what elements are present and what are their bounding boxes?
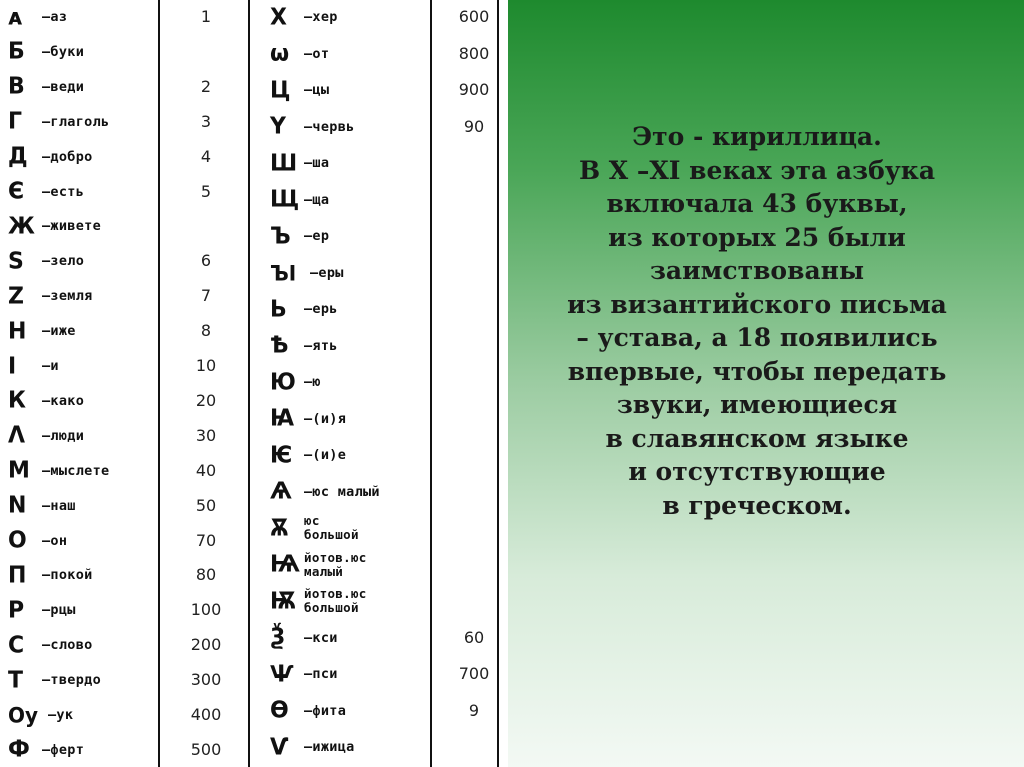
- letter-name: —веди: [42, 78, 85, 95]
- letter-number-value: [444, 148, 504, 178]
- letter-row: [270, 367, 321, 397]
- letter-row: [8, 142, 93, 172]
- letter-number-value: 20: [195, 390, 217, 410]
- letter-glyph: Т: [8, 666, 24, 694]
- letter-row: [8, 595, 76, 625]
- letter-name: —ю: [304, 374, 321, 390]
- letter-name: —кси: [304, 629, 338, 646]
- letter-number-value: [444, 294, 504, 324]
- letter-name: —наш: [42, 497, 76, 514]
- letter-number-value: 8: [200, 321, 212, 341]
- letter-name: —твердо: [42, 672, 101, 689]
- letter-number-value: 200: [190, 635, 222, 655]
- letter-row: [8, 560, 93, 590]
- letter-name: —ять: [304, 337, 338, 354]
- letter-name: —аз: [42, 9, 68, 25]
- letter-glyph: Ү: [270, 113, 286, 140]
- letter-glyph: ω: [270, 40, 290, 67]
- letter-number-value: [444, 550, 504, 580]
- letter-row: [8, 735, 84, 765]
- letter-number-value: 300: [190, 670, 222, 690]
- column-divider-3: [430, 0, 432, 767]
- letter-row: [270, 294, 338, 324]
- letter-row: [8, 386, 84, 416]
- letter-name: йотов.юс большой: [304, 586, 367, 615]
- letter-number-value: 2: [200, 76, 212, 96]
- letter-glyph: Ѯ: [270, 624, 286, 651]
- letter-glyph: С: [8, 632, 25, 659]
- letter-number-value: 900: [458, 80, 490, 99]
- letter-row: [270, 75, 329, 105]
- letter-glyph: Ѩ: [270, 551, 300, 578]
- letter-glyph: Б: [8, 38, 25, 66]
- cyrillic-alphabet-table: [0, 0, 508, 767]
- letter-glyph: Ш: [270, 149, 298, 177]
- letter-row: [8, 246, 84, 276]
- letter-number-value: 4: [200, 146, 212, 166]
- letter-glyph: Є: [8, 178, 25, 205]
- letter-glyph: Ζ: [8, 283, 24, 310]
- letter-name: —от: [304, 45, 330, 62]
- letter-name: —буки: [42, 43, 85, 60]
- letter-row: [8, 491, 76, 521]
- letter-number-value: 1: [200, 7, 212, 26]
- letter-glyph: Ѭ: [270, 587, 298, 615]
- letter-name: —живете: [42, 218, 101, 235]
- letter-number-value: [444, 586, 504, 616]
- letter-glyph: Ѧ: [270, 478, 292, 505]
- letter-glyph: Н: [8, 317, 27, 345]
- letter-row: [270, 586, 367, 616]
- letter-glyph: Г: [8, 108, 23, 135]
- letter-glyph: ЪI: [270, 259, 297, 286]
- letter-glyph: Ъ: [270, 222, 291, 250]
- letter-number-value: [444, 404, 504, 434]
- letter-row: [270, 39, 329, 69]
- letter-name: —ерь: [304, 301, 338, 317]
- letter-name: —цы: [304, 82, 330, 98]
- letter-number-value: 60: [463, 627, 485, 647]
- letter-row: [270, 2, 338, 32]
- letter-number-value: 400: [190, 705, 222, 724]
- column-divider-1: [158, 0, 160, 767]
- letter-row: [270, 331, 338, 361]
- letter-name: —покой: [42, 567, 93, 584]
- letter-name: —фита: [304, 702, 347, 719]
- letter-row: [270, 404, 346, 434]
- letter-number-value: 800: [458, 43, 490, 63]
- letter-row: [8, 281, 93, 311]
- letter-name: —земля: [42, 288, 93, 305]
- description-panel: [508, 0, 1024, 767]
- letter-row: [8, 456, 109, 486]
- letter-number-value: [444, 732, 504, 762]
- letter-row: [8, 700, 73, 730]
- letter-glyph: N: [8, 492, 27, 519]
- letter-name: —люди: [42, 427, 85, 444]
- letter-number-value: [444, 331, 504, 361]
- letter-number-value: [444, 440, 504, 470]
- letter-glyph: Ф: [8, 736, 30, 764]
- letter-glyph: Ю: [270, 368, 296, 396]
- cyrillic-description-text: Это - кириллица. В X –XI веках эта азбука включала 43 буквы, из которых 25 были заимствованы из византийского письма – устава, а 18 появились впервые, чтобы передать звуки, имеющиеся в славянском языке и отсутствующие в греческом.: [567, 122, 947, 520]
- letter-row: [8, 37, 84, 67]
- letter-glyph: Р: [8, 597, 25, 624]
- letter-row: [270, 112, 355, 142]
- letter-glyph: I: [8, 352, 17, 380]
- letter-number-value: 100: [190, 600, 222, 620]
- letter-number-value: [444, 221, 504, 251]
- letter-row: [8, 630, 93, 660]
- letter-row: [270, 550, 367, 580]
- letter-name: —мыслете: [42, 462, 110, 479]
- letter-name: —юс малый: [304, 483, 380, 500]
- column-divider-2: [248, 0, 250, 767]
- letter-glyph: Ѳ: [270, 697, 289, 724]
- letter-name: —како: [42, 392, 85, 409]
- letter-name: —иже: [42, 323, 76, 340]
- letter-number-value: 50: [195, 495, 217, 515]
- letter-row: [270, 258, 344, 288]
- letter-glyph: Д: [8, 143, 28, 170]
- letter-name: —и: [42, 358, 59, 374]
- letter-row: [8, 177, 84, 207]
- letter-name: —червь: [304, 118, 355, 135]
- letter-number-value: [444, 367, 504, 397]
- letter-glyph: Щ: [270, 186, 300, 213]
- letter-name: юс большой: [304, 513, 359, 542]
- letter-row: [270, 185, 329, 215]
- letter-row: [8, 665, 101, 695]
- letter-glyph: Λ: [8, 422, 26, 449]
- letter-glyph: S: [8, 248, 24, 275]
- letter-name: —добро: [42, 148, 93, 165]
- letter-number-value: [444, 185, 504, 215]
- letter-glyph: Ѣ: [270, 332, 289, 359]
- letter-row: [270, 623, 338, 653]
- letter-number-value: 40: [195, 460, 217, 480]
- letter-row: [8, 316, 76, 346]
- letter-number-value: 80: [195, 565, 217, 585]
- letter-glyph: О: [8, 527, 27, 554]
- letter-name: —ук: [48, 707, 74, 723]
- letter-glyph: П: [8, 562, 27, 589]
- letter-number-value: [176, 37, 236, 67]
- letter-row: [270, 148, 329, 178]
- letter-number-value: [444, 477, 504, 507]
- letter-number-value: [444, 258, 504, 288]
- letter-name: —ща: [304, 191, 330, 208]
- letter-glyph: В: [8, 73, 25, 100]
- letter-row: [8, 2, 67, 32]
- letter-glyph: Ѫ: [270, 514, 289, 542]
- letter-row: [8, 211, 101, 241]
- letter-name: —ер: [304, 228, 330, 244]
- letter-row: [270, 696, 346, 726]
- letter-row: [8, 526, 67, 556]
- letter-number-value: 700: [458, 664, 490, 683]
- letter-name: —ижица: [304, 739, 355, 755]
- letter-name: —ферт: [42, 741, 85, 758]
- letter-name: йотов.юс малый: [304, 549, 367, 579]
- letter-number-value: 10: [195, 356, 217, 375]
- letter-number-value: 600: [458, 7, 490, 26]
- letter-name: —он: [42, 532, 68, 549]
- letter-row: [270, 732, 355, 762]
- letter-row: [270, 440, 346, 470]
- letter-number-value: 7: [200, 286, 212, 306]
- letter-row: [270, 659, 338, 689]
- letter-name: —слово: [42, 637, 93, 654]
- letter-name: —(и)я: [304, 410, 347, 427]
- letter-glyph: Ѥ: [270, 441, 293, 469]
- letter-row: [8, 351, 59, 381]
- letter-number-value: 9: [468, 700, 480, 720]
- letter-name: —рцы: [42, 602, 76, 619]
- letter-name: —еры: [310, 264, 344, 281]
- letter-row: [8, 421, 84, 451]
- letter-name: —ша: [304, 155, 330, 171]
- letter-name: —есть: [42, 183, 85, 200]
- letter-name: —пси: [304, 666, 338, 682]
- letter-glyph: Ꙗ: [270, 405, 295, 432]
- letter-row: [270, 221, 329, 251]
- letter-glyph: Х: [270, 3, 287, 31]
- letter-name: —глаголь: [42, 113, 110, 130]
- letter-glyph: М: [8, 457, 30, 484]
- letter-glyph: Ѵ: [270, 733, 289, 761]
- letter-number-value: 6: [200, 251, 212, 271]
- letter-number-value: [176, 211, 236, 241]
- letter-glyph: К: [8, 387, 26, 415]
- letter-number-value: 500: [190, 739, 222, 759]
- letter-row: [270, 513, 359, 543]
- letter-row: [8, 107, 109, 137]
- letter-glyph: Ѱ: [270, 660, 294, 688]
- letter-name: —(и)е: [304, 447, 347, 463]
- letter-number-value: 70: [195, 530, 217, 550]
- letter-glyph: Ц: [270, 76, 291, 104]
- letter-number-value: [444, 513, 504, 543]
- letter-glyph: Оу: [8, 702, 39, 728]
- letter-name: —хер: [304, 9, 338, 25]
- letter-glyph: Ж: [8, 213, 35, 240]
- letter-number-value: 90: [463, 116, 485, 136]
- letter-row: [8, 72, 84, 102]
- letter-number-value: 30: [195, 425, 217, 445]
- letter-name: —зело: [42, 253, 85, 270]
- letter-glyph: ᴀ: [8, 3, 23, 31]
- letter-row: [270, 477, 380, 507]
- letter-number-value: 5: [200, 181, 212, 201]
- letter-number-value: 3: [200, 111, 212, 131]
- letter-glyph: Ь: [270, 295, 287, 323]
